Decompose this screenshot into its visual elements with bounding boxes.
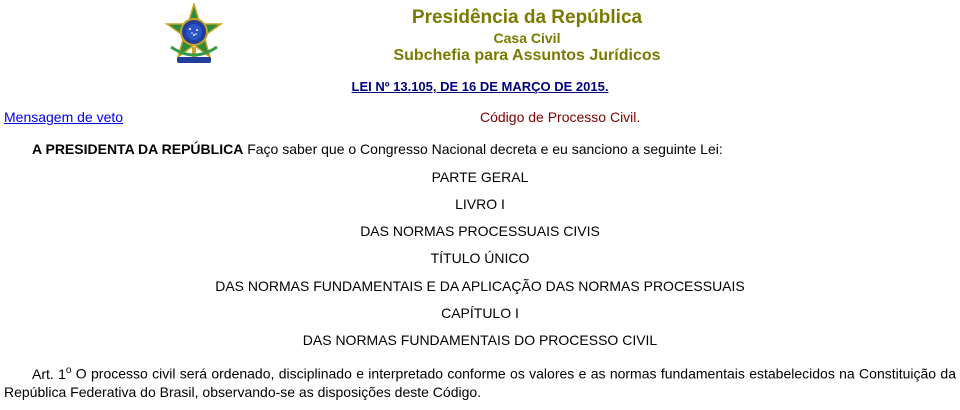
heading-title-name: DAS NORMAS FUNDAMENTAIS E DA APLICAÇÃO DAS NORMAS PROCESSUAIS — [215, 278, 745, 294]
heading-chapter: CAPÍTULO I — [441, 305, 519, 321]
law-title — [0, 79, 960, 94]
page-header — [0, 0, 960, 70]
article-1 — [4, 362, 956, 401]
department-name: Subchefia para Assuntos Jurídicos — [393, 47, 661, 64]
law-caption: Código de Processo Civil. — [480, 109, 641, 125]
header-text-block — [327, 6, 727, 66]
article-number: Art. 1 — [32, 365, 66, 382]
heading-chapter-name: DAS NORMAS FUNDAMENTAIS DO PROCESSO CIVIL — [302, 332, 658, 348]
heading-part: PARTE GERAL — [431, 169, 529, 185]
article-ordinal: o — [65, 365, 72, 376]
heading-book-title: DAS NORMAS PROCESSUAIS CIVIS — [360, 223, 600, 239]
enactment-authority: A PRESIDENTA DA REPÚBLICA — [32, 141, 244, 157]
heading-title: TÍTULO ÚNICO — [430, 250, 530, 266]
office-name: Casa Civil — [493, 30, 561, 46]
article-text: O processo civil será ordenado, disciplinado e interpretado conforme os valores e as normas fundamentais estabelecidos na Constituição da República Federativa do Brasil, observando-se as disposições deste Código. — [4, 365, 956, 400]
government-title: Presidência da República — [411, 7, 643, 28]
law-title-link[interactable]: LEI Nº 13.105, DE 16 DE MARÇO DE 2015. — [351, 79, 609, 94]
heading-book: LIVRO I — [455, 196, 505, 212]
enactment-clause — [32, 141, 723, 157]
enactment-text: Faço saber que o Congresso Nacional decreta e eu sanciono a seguinte Lei: — [243, 141, 723, 157]
brazil-coat-of-arms-icon — [163, 3, 225, 65]
veto-message-link[interactable]: Mensagem de veto — [4, 109, 124, 125]
